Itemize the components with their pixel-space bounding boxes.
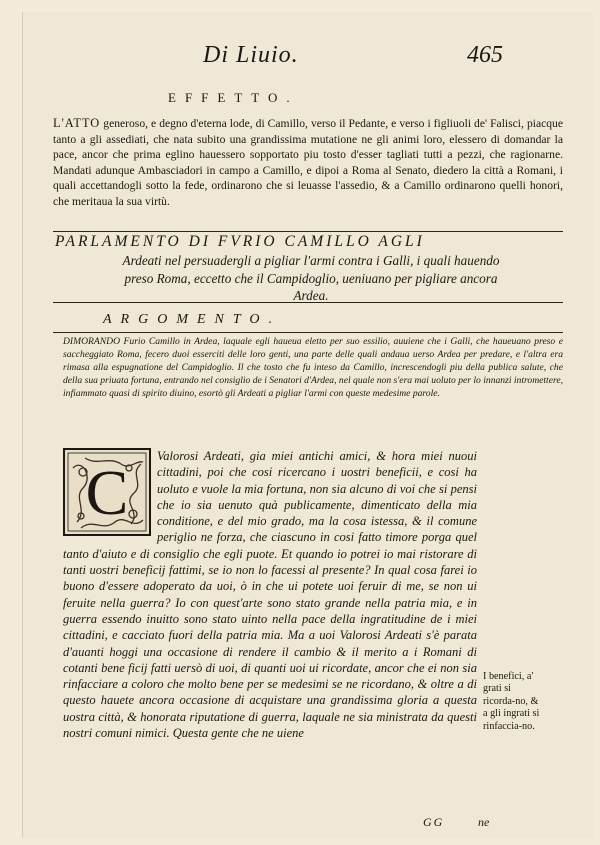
- rule-lower: [53, 332, 563, 333]
- section-heading-effetto: EFFETTO.: [168, 90, 299, 105]
- oration-text: Valorosi Ardeati, gia miei antichi amici, & hora miei nuoui cittadini, poi che cosi ricercano i uostri beneficii, e cosi ha uoluto e vuole la mia fortuna, non sia alcuno di voi che si pensi che io sia uenuto quà publicamente, dimenticato della mia conditione, e del mio grado, ma la cosa istessa, & il comune periglio ne forza, che ciascuno in cosi fatto timore porga quel tanto d'aiuto e di consiglio che egli puote. Et quando io potrei io mai ristorare di tanti uostri beneficij fattimi, se io non lo facessi al presente? In qual cosa farei io buono d'essere adoperato da uoi, ò in che ui potete uoi feruir di me, se non ui feruite nella guerra? Io con quest'arte sono stato grande nella patria mia, e in guerra essendo inuitto sono stato uinto nella pace della ingratitudine de i miei cittadini, e cacciato fuori della patria mia. Ma a uoi Valorosi Ardeati s'è parata d'auanti hoggi una occasione di rendere il cambio & il merito a i Romani di cotanti bene ficij fatti uersò di uoi, di quanti uoi ui ricordate, ancor che ei non sia rinfacciare a coloro che molto bene per se medesimi se ne ricordano, & oltre a di questo hauete ancora occasione di acquistare una grandissima gloria a questa uostra città, & honorata riputatione di guerra, laquale ne sia ministrata da questi nostri comuni nimici. Questa gente che ne uiene: [63, 449, 477, 741]
- effetto-paragraph: [53, 116, 563, 210]
- page-number: 465: [467, 42, 503, 68]
- oration-title-rest: Ardeati nel persuadergli a pigliar l'armi contra i Galli, i quali hauendo preso Roma, eccetto che il Campidoglio, ueniuano per pigliare ancora Ardea.: [122, 253, 500, 303]
- catchword: ne: [478, 815, 490, 829]
- paragraph-lead-word: L'ATTO: [53, 116, 101, 130]
- argomento-heading: ARGOMENTO.: [103, 312, 282, 327]
- argument-paragraph: DIMORANDO Furio Camillo in Ardea, laquale egli haueua eletto per suo essilio, auuiene che i Galli, che haueuano preso e saccheggiato Roma, fecero duoi esserciti delle loro genti, una parte delle quali andaua uerso Ardea per predare, e l'altra era rimasa alla espugnatione del Campidoglio. Il che tosto che fu inteso da Camillo, increscendogli piu della publica salute, che della sua priuata fortuna, entrando nel consiglio de i Senatori d'Ardea, nel quale non s'era mai uoluto per lo innanzi intromettere, infiammato quasi di spirito diuino, esortò gli Ardeati a pigliar l'armi con queste medesime parole.: [63, 336, 564, 400]
- oration-title-first-line: PARLAMENTO DI FVRIO CAMILLO AGLI: [55, 233, 425, 250]
- page-header: [203, 42, 503, 76]
- running-title: Di Liuio.: [203, 42, 299, 68]
- signature-mark: GG: [423, 815, 445, 829]
- drop-cap-letter: C: [85, 457, 129, 528]
- oration-title: [55, 233, 567, 305]
- book-page: [22, 12, 593, 838]
- rule-top: [53, 231, 563, 232]
- rule-middle: [53, 302, 563, 303]
- margin-note: I benefici, a' grati si ricorda-no, & a gli ingrati si rinfaccia-no.: [483, 671, 540, 732]
- paragraph-body: generoso, e degno d'eterna lode, di Camillo, verso il Pedante, e verso i figliuoli de' Falisci, piacque tanto a gli assediati, che nata subito una grandissima mutatione ne gli animi loro, elessero di domandar la pace, ancor che prima eglino hauessero sopportato piu tosto d'esser tagliati tutti a pezzi, che ragionarne. Mandati adunque Ambasciadori in campo a Camillo, e dipoi a Roma al Senato, diedero la città a Romani, i quali accettandogli sotto la fede, ordinarono che si leuasse l'assedio, & a Camillo ordinarono quelli honori, che meritaua la sua virtù.: [53, 117, 563, 208]
